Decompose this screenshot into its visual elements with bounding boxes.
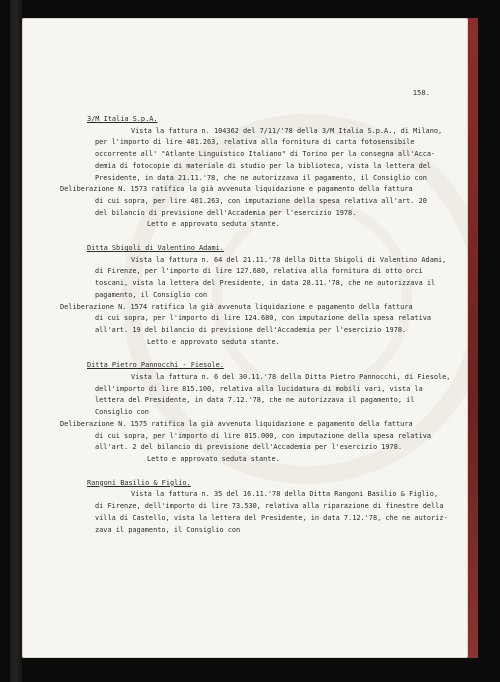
deliberation-line: Deliberazione N. 1573 ratifica la già avvenuta liquidazione e pagamento della fattura <box>60 185 413 194</box>
record-section <box>60 360 451 465</box>
section-heading: Ditta Pietro Pannocchi - Fiesole. <box>87 361 224 370</box>
body-line: Vista la fattura n. 64 del 21.11.'78 della Ditta Sbigoli di Valentino Adami, <box>131 255 447 264</box>
section-heading: Ditta Sbigoli di Valentino Adami. <box>87 244 224 253</box>
body-line: Vista la fattura n. 6 del 30.11.'78 della Ditta Pietro Pannocchi, di Fiesole, <box>131 373 451 382</box>
section-heading: Rangoni Basilio & Figlio. <box>87 478 191 487</box>
document-body <box>60 114 451 548</box>
body-line: Consiglio con <box>95 408 149 417</box>
body-line: per l'importo di lire 401.263, relativa alla fornitura di carta fotosensibile <box>95 138 415 147</box>
deliberation-line: di cui sopra, per l'importo di lire 124.680, con imputazione della spesa relativa <box>95 314 432 323</box>
record-section <box>87 478 447 537</box>
body-line: lettera del Presidente, in data 7.12.'78, che ne autorizzava il pagamento, il <box>95 396 415 405</box>
deliberation-line: di cui sopra, per lire 401.263, con imputazione della spesa relativa all'art. 20 <box>95 196 427 205</box>
deliberation-line: all'art. 19 del bilancio di previsione dell'Accademia per l'esercizio 1978. <box>95 325 407 334</box>
body-line: occorrente all' "Atlante Linguistico Italiano" di Torino per la consegna all'Acca- <box>95 150 436 159</box>
body-line: zava il pagamento, il Consiglio con <box>95 525 241 534</box>
body-line: di Firenze, per l'importo di lire 127.680, relativa alla fornitura di otto orci <box>95 267 423 276</box>
body-line: Vista la fattura n. 104362 del 7/11/'78 della 3/M Italia S.p.A., di Milano, <box>131 126 443 135</box>
body-line: di Firenze, dell'importo di lire 73.530, relativa alla riparazione di finestre della <box>95 502 444 511</box>
body-line: Presidente, in data 21.11.'78, che ne autorizzava il pagamento, il Consiglio con <box>95 173 427 182</box>
record-section <box>60 114 447 231</box>
deliberation-line: Deliberazione N. 1575 ratifica la già avvenuta liquidazione e pagamento della fattura <box>60 419 413 428</box>
deliberation-line: Deliberazione N. 1574 ratifica la già avvenuta liquidazione e pagamento della fattura <box>60 302 413 311</box>
approval-line: Letto e approvato seduta stante. <box>147 337 280 346</box>
deliberation-line: del bilancio di previsione dell'Accademia per l'esercizio 1978. <box>95 208 357 217</box>
approval-line: Letto e approvato seduta stante. <box>147 220 280 229</box>
deliberation-line: all'art. 2 del bilancio di previsione dell'Accademia per l'esercizio 1978. <box>95 443 402 452</box>
book-edge <box>468 18 478 658</box>
body-line: toscani, vista la lettera del Presidente, in data 28.11.'78, che ne autorizzava il <box>95 279 436 288</box>
section-heading: 3/M Italia S.p.A. <box>87 115 158 123</box>
book-binding <box>10 0 22 682</box>
body-line: dell'importo di lire 815.100, relativa alla lucidatura di mobili vari, vista la <box>95 384 423 393</box>
approval-line: Letto e approvato seduta stante. <box>147 454 280 463</box>
deliberation-line: di cui sopra, per l'importo di lire 815.000, con imputazione della spesa relativa <box>95 431 432 440</box>
page-number: 158. <box>412 88 430 97</box>
body-line: Vista la fattura n. 35 del 16.11.'78 della Ditta Rangoni Basilio & Figlio, <box>131 490 438 499</box>
body-line: demia di fotocopie di materiale di studio per la biblioteca, vista la lettera del <box>95 161 432 170</box>
document-page <box>22 18 468 658</box>
record-section <box>60 243 447 348</box>
body-line: pagamento, il Consiglio con <box>95 290 208 299</box>
body-line: villa di Castello, vista la lettera del Presidente, in data 7.12.'78, che ne autoriz- <box>95 513 448 522</box>
